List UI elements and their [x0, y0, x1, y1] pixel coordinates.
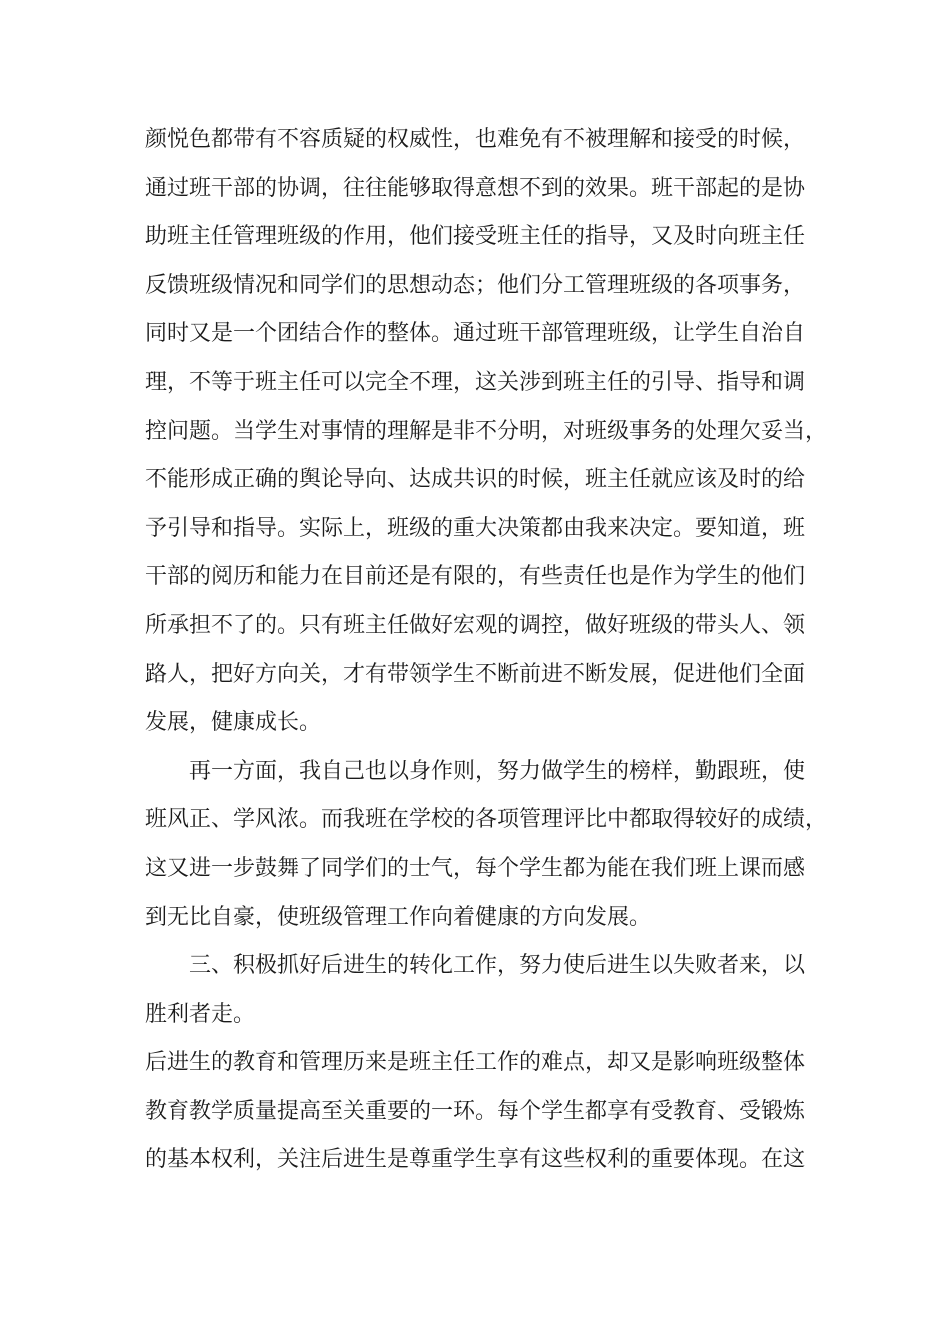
text-line: 不能形成正确的舆论导向、达成共识的时候，班主任就应该及时的给 — [145, 467, 806, 493]
text-line: 教育教学质量提高至关重要的一环。每个学生都享有受教育、受锻炼 — [145, 1098, 806, 1124]
text-line: 颜悦色都带有不容质疑的权威性，也难免有不被理解和接受的时候， — [145, 127, 806, 152]
text-line: 这又进一步鼓舞了同学们的士气，每个学生都为能在我们班上课而感 — [145, 855, 806, 881]
text-line: 班风正、学风浓。而我班在学校的各项管理评比中都取得较好的成绩， — [145, 807, 828, 833]
text-line: 再一方面，我自己也以身作则，努力做学生的榜样，勤跟班，使 — [189, 758, 806, 784]
text-line: 发展，健康成长。 — [145, 710, 322, 736]
text-line: 到无比自豪，使班级管理工作向着健康的方向发展。 — [145, 904, 652, 930]
body-text — [145, 116, 828, 1185]
text-line: 三、积极抓好后进生的转化工作，努力使后进生以失败者来，以 — [189, 953, 806, 979]
text-line: 后进生的教育和管理历来是班主任工作的难点，却又是影响班级整体 — [145, 1050, 806, 1076]
text-line: 的基本权利，关注后进生是尊重学生享有这些权利的重要体现。在这 — [145, 1147, 806, 1173]
text-line: 同时又是一个团结合作的整体。通过班干部管理班级，让学生自治自 — [145, 321, 806, 347]
text-line: 胜利者走。 — [145, 1001, 256, 1027]
text-line: 控问题。当学生对事情的理解是非不分明，对班级事务的处理欠妥当， — [145, 418, 828, 444]
text-line: 所承担不了的。只有班主任做好宏观的调控，做好班级的带头人、领 — [145, 612, 806, 638]
text-line: 助班主任管理班级的作用，他们接受班主任的指导，又及时向班主任 — [145, 224, 806, 250]
text-line: 干部的阅历和能力在目前还是有限的，有些责任也是作为学生的他们 — [145, 564, 806, 590]
text-line: 反馈班级情况和同学们的思想动态；他们分工管理班级的各项事务， — [145, 272, 806, 298]
text-line: 通过班干部的协调，往往能够取得意想不到的效果。班干部起的是协 — [145, 175, 806, 201]
text-line: 理，不等于班主任可以完全不理，这关涉到班主任的引导、指导和调 — [145, 369, 806, 395]
text-line: 予引导和指导。实际上，班级的重大决策都由我来决定。要知道，班 — [145, 515, 806, 541]
text-line: 路人，把好方向关，才有带领学生不断前进不断发展，促进他们全面 — [145, 661, 806, 687]
